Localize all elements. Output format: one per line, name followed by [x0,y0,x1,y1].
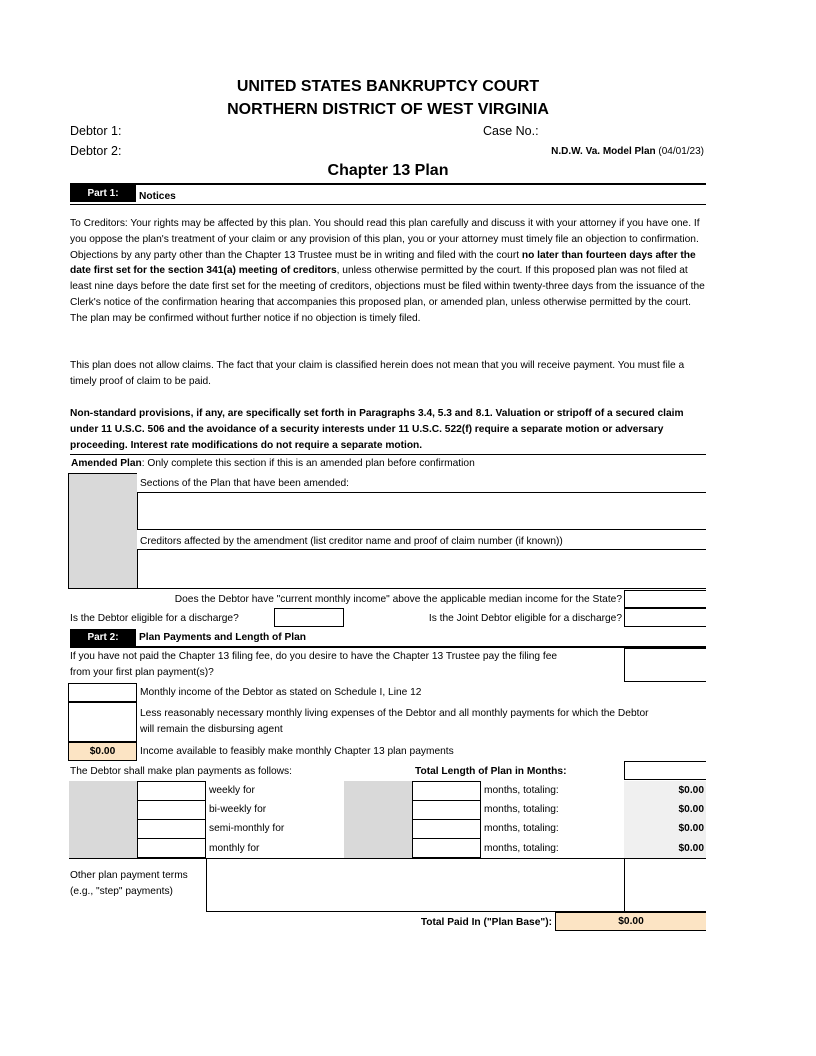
notice-paragraph-2: This plan does not allow claims. The fact that your claim is classified herein does not mean that you will receive payment. You must file a timely proof of claim to be paid. [70,360,685,387]
biweekly-months-input[interactable] [412,800,481,820]
debtor1-label: Debtor 1: [70,124,122,138]
page-title: Chapter 13 Plan [327,162,449,179]
income-available-label: Income available to feasibly make monthly Chapter 13 plan payments [140,746,454,757]
expenses-label-cont: will remain the disbursing agent [140,724,283,735]
sections-amended-label: Sections of the Plan that have been amended: [140,478,349,489]
divider [624,858,625,912]
divider [68,588,706,589]
total-length-input[interactable] [624,761,706,780]
joint-discharge-answer[interactable] [624,608,706,627]
notice-text-cont: , unless otherwise permitted by the court. If this proposed plan was not filed at least nine days before the date first set for the meeting of creditors, objections must be filed within twenty-three days from the issuance of the Clerk's notice of the confirmation hearing that accompanies this proposed plan, or amended plan, unless otherwise permitted by the court. The plan may be confirmed without further notice if no objection is timely filed. [70,265,705,324]
monthly-total: $0.00 [678,843,704,854]
divider [70,204,706,205]
semimonthly-months-label: months, totaling: [484,823,559,834]
creditors-affected-label: Creditors affected by the amendment (list creditor name and proof of claim number (if known)) [140,536,563,547]
amended-plan-heading [71,458,475,469]
weekly-months-input[interactable] [412,781,481,801]
monthly-months-label: months, totaling: [484,843,559,854]
semimonthly-label: semi-monthly for [209,823,285,834]
notice-paragraph-1 [70,216,706,327]
discharge-question: Is the Debtor eligible for a discharge? [70,613,239,624]
total-paid-label: Total Paid In ("Plan Base"): [420,917,552,928]
biweekly-amount-input[interactable] [137,800,206,820]
semimonthly-amount-input[interactable] [137,819,206,839]
weekly-total: $0.00 [678,785,704,796]
model-plan-date: (04/01/23) [658,146,704,157]
part2-title: Plan Payments and Length of Plan [139,632,306,643]
filing-fee-question: If you have not paid the Chapter 13 filing fee, do you desire to have the Chapter 13 Trustee pay the filing fee [70,651,558,662]
divider [70,183,706,185]
other-terms-input[interactable] [206,858,625,912]
other-terms-example: (e.g., "step" payments) [70,886,173,897]
expenses-input[interactable] [68,702,137,742]
other-terms-label: Other plan payment terms [70,870,188,881]
filing-fee-answer[interactable] [624,648,706,682]
biweekly-total: $0.00 [678,804,704,815]
cmi-answer[interactable] [624,590,706,608]
part1-title: Notices [139,191,176,202]
part1-label: Part 1: [70,185,136,202]
payments-intro: The Debtor shall make plan payments as follows: [70,766,292,777]
biweekly-months-label: months, totaling: [484,804,559,815]
notice-text: To Creditors: Your rights may be affected by this plan. You should read this plan carefully and discuss it with your attorney if you have one. If you oppose the plan's treatment of your claim or any provision of this plan, you or your attorney must timely file an objection to confirmation. Objections by any party other than the Chapter 13 Trustee must be in writing and filed with the court [70,218,700,261]
weekly-label: weekly for [209,785,255,796]
part2-label: Part 2: [70,629,136,646]
monthly-months-input[interactable] [412,838,481,858]
debtor2-label: Debtor 2: [70,144,122,158]
filing-fee-question-cont: from your first plan payment(s)? [70,667,214,678]
model-plan-version [420,146,704,157]
amended-plan-desc: : Only complete this section if this is an amended plan before confirmation [141,458,475,469]
notice-paragraph-3: Non-standard provisions, if any, are specifically set forth in Paragraphs 3.4, 5.3 and 8.1. Valuation or stripoff of a secured claim under 11 U.S.C. 506 and the avoidance of a security interests under 11 U.S.C. 522(f) require a separate motion or adversary proceeding. Interest rate modifications do not require a separate motion. [70,408,684,451]
divider [70,646,706,648]
monthly-income-label: Monthly income of the Debtor as stated on Schedule I, Line 12 [140,687,422,698]
model-plan-name: N.D.W. Va. Model Plan [551,146,656,157]
amended-plan-label: Amended Plan [71,458,142,469]
amended-checkbox-area[interactable] [68,473,137,589]
divider [70,454,706,455]
joint-discharge-question: Is the Joint Debtor eligible for a discharge? [428,613,622,624]
weekly-amount-input[interactable] [137,781,206,801]
cmi-question: Does the Debtor have "current monthly income" above the applicable median income for the State? [174,594,622,605]
schedule-middle-block [344,781,412,858]
semimonthly-months-input[interactable] [412,819,481,839]
expenses-label: Less reasonably necessary monthly living expenses of the Debtor and all monthly payments for which the Debtor [140,708,649,719]
discharge-answer[interactable] [274,608,344,627]
objection-deadline: no later than fourteen days after the date first set for the section 341(a) meeting of creditors [70,249,696,277]
schedule-left-block [69,781,137,858]
court-name: UNITED STATES BANKRUPTCY COURT [236,78,540,95]
monthly-amount-input[interactable] [137,838,206,858]
income-available-value: $0.00 [68,742,137,761]
divider [68,473,69,589]
total-length-label: Total Length of Plan in Months: [415,766,567,777]
district-name: NORTHERN DISTRICT OF WEST VIRGINIA [227,101,549,118]
monthly-income-input[interactable] [68,683,137,702]
case-no-label: Case No.: [483,124,539,138]
total-paid-value: $0.00 [555,912,706,931]
monthly-label: monthly for [209,843,260,854]
biweekly-label: bi-weekly for [209,804,267,815]
weekly-months-label: months, totaling: [484,785,559,796]
creditors-affected-input[interactable] [137,549,706,589]
semimonthly-total: $0.00 [678,823,704,834]
sections-amended-input[interactable] [137,492,706,530]
